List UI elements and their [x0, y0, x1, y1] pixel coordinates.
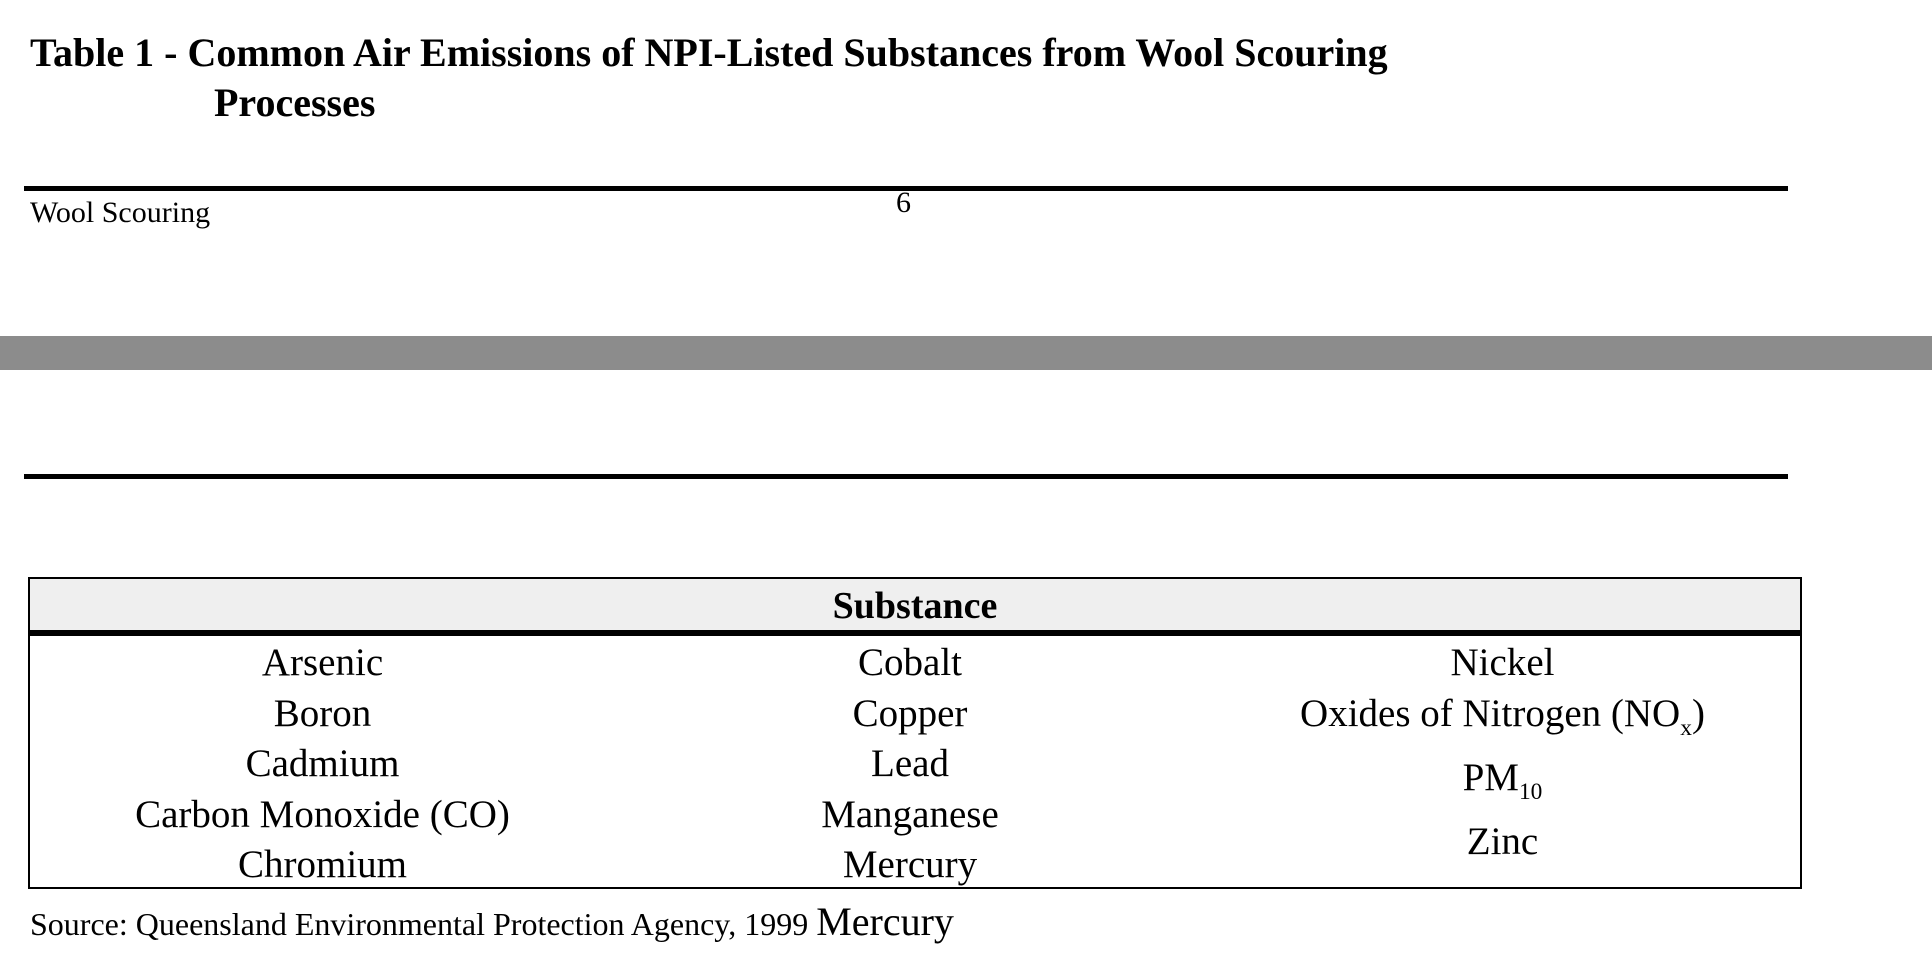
source-text: Source: Queensland Environmental Protection Agency, 1999 [30, 906, 809, 942]
pm-subscript: 10 [1518, 778, 1543, 805]
table-cell: Carbon Monoxide (CO) [135, 792, 510, 836]
nox-subscript: x [1680, 714, 1692, 741]
substance-table [28, 577, 1802, 889]
table-cell: Boron [273, 691, 372, 735]
table-column-1 [30, 638, 615, 891]
table-cell-nox [1205, 689, 1800, 753]
table-cell: Chromium [237, 843, 407, 886]
pm-label: PM [1462, 755, 1519, 799]
table-column-3 [1205, 638, 1800, 891]
nox-close: ) [1691, 691, 1705, 735]
table-header-substance: Substance [30, 579, 1800, 636]
table-body [30, 636, 1800, 891]
header-rule [24, 474, 1788, 479]
table-title [30, 28, 1530, 128]
page-separator [0, 336, 1932, 370]
source-trailing: Mercury [816, 899, 954, 944]
table-cell: Zinc [1466, 820, 1539, 864]
table-cell: Nickel [1450, 641, 1555, 684]
table-cell: Arsenic [261, 641, 384, 684]
footer-section-name: Wool Scouring [30, 196, 211, 229]
table-cell: Cobalt [858, 641, 962, 684]
source-note [30, 898, 954, 945]
table-title-line1: Table 1 - Common Air Emissions of NPI-Listed Substances from Wool Scouring [30, 30, 1388, 75]
table-cell: Lead [871, 742, 949, 785]
table-cell: Copper [852, 691, 968, 735]
table-cell-pm10 [1205, 753, 1800, 817]
table-column-2 [615, 638, 1205, 891]
nox-label: Oxides of Nitrogen (NO [1300, 691, 1681, 735]
table-cell: Cadmium [245, 742, 400, 785]
table-title-line2: Processes [214, 80, 376, 125]
table-cell: Mercury [842, 843, 978, 886]
footer-page-number: 6 [896, 186, 911, 219]
table-cell: Manganese [821, 792, 999, 836]
